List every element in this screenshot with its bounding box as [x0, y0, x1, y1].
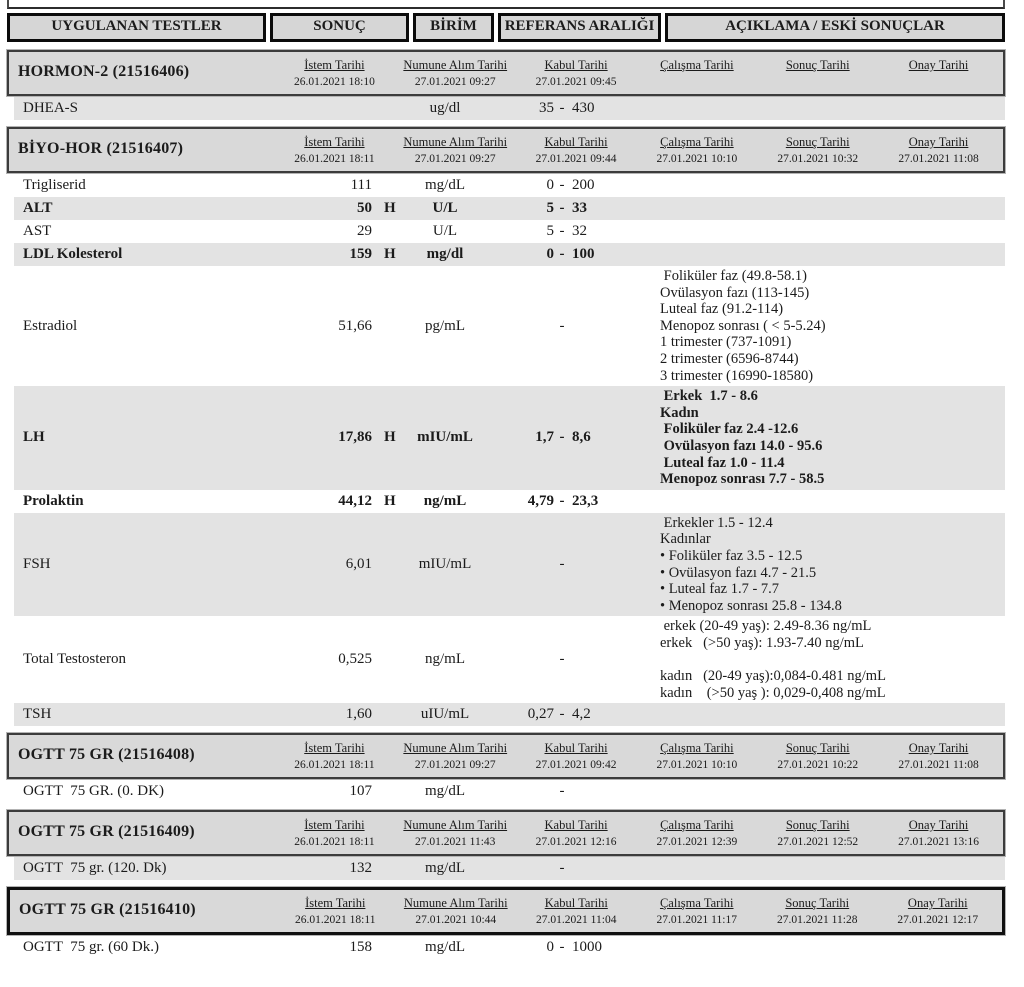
- test-explanation: [650, 230, 1005, 234]
- date-column-label: Onay Tarihi: [908, 741, 969, 756]
- date-column: [636, 741, 757, 772]
- test-section: [7, 733, 1005, 803]
- date-column-value: 27.01.2021 09:45: [535, 76, 617, 88]
- date-column: [878, 741, 999, 772]
- test-unit: mIU/mL: [417, 429, 473, 446]
- date-column-value: 27.01.2021 10:22: [777, 759, 859, 772]
- reference-range: [488, 223, 650, 240]
- date-column-value: 27.01.2021 10:10: [656, 759, 738, 772]
- result-flag: H: [384, 429, 396, 446]
- date-column: [637, 896, 758, 927]
- section-title: HORMON-2 (21516406): [18, 63, 190, 80]
- reference-dash: -: [559, 556, 565, 572]
- test-name: OGTT 75 GR. (0. DK): [23, 783, 164, 800]
- test-explanation: [650, 207, 1005, 211]
- explanation-line: erkek (>50 yaş): 1.93-7.40 ng/mL: [660, 634, 864, 651]
- date-column-value: [878, 76, 999, 89]
- reference-range: [488, 860, 650, 877]
- test-result: 107: [349, 783, 372, 800]
- test-name: DHEA-S: [23, 100, 78, 116]
- date-column: [395, 741, 516, 772]
- date-column-label: İstem Tarihi: [304, 135, 365, 149]
- date-column-label: Numune Alım Tarihi: [403, 896, 508, 911]
- date-column: [636, 135, 757, 166]
- reference-range: [488, 706, 650, 723]
- test-unit: uIU/mL: [420, 706, 470, 723]
- test-explanation: [650, 386, 1005, 490]
- result-flag: H: [384, 200, 396, 216]
- test-unit: mg/dL: [425, 783, 465, 800]
- reference-dash: -: [559, 783, 565, 800]
- test-row: [14, 386, 1005, 490]
- test-explanation: [650, 184, 1005, 188]
- test-name: Trigliserid: [23, 177, 86, 193]
- explanation-line: Ovülasyon fazı (113-145): [660, 284, 810, 301]
- test-explanation: [650, 713, 1005, 717]
- reference-high: 100: [572, 246, 595, 262]
- date-column-label: Onay Tarihi: [908, 58, 969, 72]
- test-row: [14, 513, 1005, 617]
- test-name: LDL Kolesterol: [23, 246, 123, 262]
- reference-range: [488, 177, 650, 194]
- test-name: OGTT 75 gr. (120. Dk): [23, 860, 167, 877]
- section-header: [7, 127, 1005, 173]
- column-header-unit: BİRİM: [413, 13, 494, 42]
- date-column-label: Numune Alım Tarihi: [403, 135, 508, 149]
- explanation-line: Luteal faz 1.0 - 11.4: [660, 454, 785, 471]
- section-rows: [7, 935, 1005, 959]
- date-column-value: 27.01.2021 13:16: [898, 836, 979, 849]
- test-explanation: [650, 499, 1005, 503]
- test-row: [14, 174, 1005, 197]
- explanation-line: Menopoz sonrası 7.7 - 58.5: [660, 471, 825, 488]
- date-column: [516, 896, 637, 927]
- test-name: FSH: [23, 556, 51, 572]
- test-explanation: [650, 867, 1005, 871]
- test-result: 29: [357, 223, 372, 239]
- table-header-row: [7, 13, 1005, 42]
- explanation-line: 1 trimester (737-1091): [660, 334, 792, 351]
- section-rows: [7, 96, 1005, 120]
- date-column-label: İstem Tarihi: [304, 818, 365, 833]
- reference-high: 32: [572, 223, 587, 239]
- test-name: TSH: [23, 706, 52, 723]
- section-header: [7, 810, 1005, 856]
- date-column-value: 26.01.2021 18:11: [294, 836, 375, 849]
- explanation-line: • Ovülasyon fazı 4.7 - 21.5: [660, 564, 817, 581]
- date-column-label: İstem Tarihi: [304, 58, 365, 72]
- date-column: [878, 58, 999, 89]
- date-column-label: Sonuç Tarihi: [785, 818, 850, 833]
- explanation-line: Erkek 1.7 - 8.6: [660, 388, 758, 405]
- reference-dash: -: [559, 223, 565, 239]
- section-title: OGTT 75 GR (21516408): [18, 746, 195, 764]
- reference-range: [488, 651, 650, 668]
- explanation-line: erkek (20-49 yaş): 2.49-8.36 ng/mL: [660, 618, 872, 635]
- date-column-label: Çalışma Tarihi: [660, 818, 734, 833]
- test-result: 111: [350, 177, 372, 193]
- reference-range: [488, 318, 650, 335]
- test-unit: ng/mL: [423, 492, 467, 509]
- date-column-value: 27.01.2021 11:43: [415, 836, 496, 849]
- explanation-line: [660, 651, 1001, 668]
- sections-container: [0, 50, 1024, 959]
- date-column-value: 27.01.2021 09:27: [414, 76, 496, 88]
- reference-low: 5: [546, 223, 554, 239]
- date-column: [636, 58, 757, 89]
- date-column-value: 26.01.2021 18:11: [294, 759, 375, 772]
- test-name: ALT: [23, 200, 53, 216]
- date-column-label: Çalışma Tarihi: [660, 741, 734, 756]
- date-column-value: 27.01.2021 11:08: [898, 759, 979, 772]
- section-dates: [275, 895, 998, 927]
- test-result: 6,01: [345, 556, 372, 572]
- test-unit: ug/dl: [429, 100, 461, 116]
- test-row: [14, 243, 1005, 266]
- test-section: [7, 50, 1005, 120]
- date-column-label: Çalışma Tarihi: [659, 896, 734, 911]
- reference-range: [488, 429, 650, 446]
- explanation-line: • Menopoz sonrası 25.8 - 134.8: [660, 597, 842, 614]
- date-column-value: 27.01.2021 10:44: [415, 914, 497, 927]
- test-unit: mIU/mL: [418, 556, 472, 572]
- section-dates: [274, 57, 999, 89]
- reference-high: 430: [572, 100, 595, 116]
- section-rows: [7, 779, 1005, 803]
- date-column-value: 27.01.2021 09:27: [414, 153, 496, 165]
- test-name: Estradiol: [23, 317, 78, 334]
- reference-low: 5: [546, 200, 554, 216]
- reference-high: 200: [572, 177, 595, 193]
- reference-range: [488, 783, 650, 800]
- date-column-label: Sonuç Tarihi: [785, 135, 850, 149]
- test-explanation: [650, 790, 1005, 794]
- section-title: BİYO-HOR (21516407): [18, 140, 184, 157]
- date-column-label: Kabul Tarihi: [544, 741, 608, 756]
- reference-range: [488, 100, 650, 117]
- test-row: [14, 703, 1005, 726]
- test-name: OGTT 75 gr. (60 Dk.): [23, 939, 159, 956]
- reference-range: [488, 246, 650, 263]
- date-column-label: Kabul Tarihi: [544, 818, 608, 833]
- reference-range: [488, 493, 650, 510]
- explanation-line: 2 trimester (6596-8744): [660, 350, 799, 367]
- reference-dash: -: [559, 492, 565, 509]
- date-column-value: 27.01.2021 09:44: [535, 153, 617, 165]
- reference-low: 0: [546, 246, 554, 262]
- reference-high: 8,6: [572, 429, 591, 446]
- reference-dash: -: [559, 317, 565, 334]
- column-header-explanation: AÇIKLAMA / ESKİ SONUÇLAR: [665, 13, 1005, 42]
- test-name: Total Testosteron: [23, 651, 127, 668]
- test-unit: mg/dL: [425, 177, 465, 193]
- test-unit: mg/dl: [426, 246, 464, 262]
- test-result: 51,66: [338, 317, 372, 334]
- explanation-line: kadın (20-49 yaş):0,084-0.481 ng/mL: [660, 668, 886, 685]
- date-column: [396, 896, 517, 927]
- test-row: [14, 616, 1005, 703]
- reference-low: 4,79: [527, 492, 554, 509]
- date-column: [878, 135, 999, 166]
- date-column: [274, 741, 395, 772]
- reference-dash: -: [559, 100, 565, 116]
- date-column-value: 27.01.2021 10:32: [777, 153, 859, 165]
- date-column-value: 27.01.2021 11:04: [536, 914, 617, 927]
- reference-high: 1000: [572, 939, 602, 956]
- test-section: [7, 810, 1005, 880]
- reference-low: 0,27: [527, 706, 554, 723]
- test-result: 44,12: [338, 492, 372, 509]
- test-result: 0,525: [338, 651, 372, 668]
- explanation-line: • Luteal faz 1.7 - 7.7: [660, 581, 780, 598]
- test-result: 159: [349, 246, 372, 262]
- section-dates: [274, 134, 999, 166]
- test-name: AST: [23, 223, 52, 239]
- reference-low: 0: [546, 939, 554, 956]
- date-column-value: 27.01.2021 11:08: [898, 153, 979, 165]
- date-column-label: Numune Alım Tarihi: [403, 818, 508, 833]
- reference-dash: -: [559, 706, 565, 723]
- date-column-label: Çalışma Tarihi: [660, 58, 734, 72]
- test-explanation: [650, 946, 1005, 950]
- section-header: [7, 50, 1005, 96]
- explanation-line: Menopoz sonrası ( < 5-5.24): [660, 317, 826, 334]
- explanation-line: Kadınlar: [660, 531, 711, 548]
- date-column-value: 27.01.2021 12:39: [656, 836, 738, 849]
- date-column-label: Onay Tarihi: [908, 818, 969, 833]
- date-column-value: [636, 76, 757, 89]
- section-header: [7, 733, 1005, 779]
- test-name: Prolaktin: [23, 492, 84, 509]
- column-header-tests: UYGULANAN TESTLER: [7, 13, 266, 42]
- test-row: [14, 266, 1005, 386]
- explanation-line: Foliküler faz (49.8-58.1): [660, 268, 807, 284]
- date-column-value: 27.01.2021 12:16: [535, 836, 617, 849]
- test-name: LH: [23, 429, 45, 446]
- date-column-value: 26.01.2021 18:11: [295, 914, 376, 927]
- test-result: 1,60: [345, 706, 372, 723]
- date-column-label: Numune Alım Tarihi: [403, 741, 508, 756]
- test-unit: mg/dL: [425, 939, 465, 956]
- reference-dash: -: [559, 246, 565, 262]
- date-column-value: [757, 76, 878, 89]
- date-column-label: Onay Tarihi: [907, 896, 968, 911]
- test-result: 132: [349, 860, 372, 877]
- date-column-label: Numune Alım Tarihi: [403, 58, 508, 72]
- date-column: [878, 896, 999, 927]
- test-unit: pg/mL: [425, 317, 465, 334]
- date-column-label: Çalışma Tarihi: [660, 135, 734, 149]
- date-column-label: Onay Tarihi: [908, 135, 969, 149]
- reference-low: 0: [546, 177, 554, 193]
- date-column: [516, 818, 637, 849]
- date-column: [395, 58, 516, 89]
- explanation-line: Luteal faz (91.2-114): [660, 301, 784, 318]
- date-column: [757, 741, 878, 772]
- date-column-label: Sonuç Tarihi: [785, 896, 850, 911]
- date-column-label: Sonuç Tarihi: [785, 58, 850, 72]
- reference-high: 23,3: [572, 492, 599, 509]
- explanation-line: Erkekler 1.5 - 12.4: [660, 514, 773, 531]
- test-row: [14, 780, 1005, 803]
- section-dates: [274, 740, 999, 772]
- reference-dash: -: [559, 651, 565, 668]
- date-column-label: Kabul Tarihi: [544, 896, 608, 911]
- date-column: [878, 818, 999, 849]
- test-unit: U/L: [432, 223, 458, 239]
- reference-low: 35: [539, 100, 554, 116]
- reference-range: [488, 939, 650, 956]
- date-column: [516, 741, 637, 772]
- test-unit: U/L: [432, 200, 458, 216]
- explanation-line: Foliküler faz 2.4 -12.6: [660, 421, 799, 438]
- result-flag: H: [384, 492, 396, 509]
- reference-dash: -: [559, 429, 565, 446]
- result-flag: H: [384, 246, 396, 262]
- section-rows: [7, 173, 1005, 726]
- date-column: [274, 135, 395, 166]
- date-column: [395, 818, 516, 849]
- previous-section-remnant: [7, 0, 1005, 9]
- test-result: 158: [349, 939, 372, 956]
- date-column: [274, 58, 395, 89]
- date-column-value: 27.01.2021 10:10: [656, 153, 738, 165]
- column-header-reference-range: REFERANS ARALIĞI: [498, 13, 661, 42]
- reference-dash: -: [559, 939, 565, 956]
- test-row: [14, 936, 1005, 959]
- section-rows: [7, 856, 1005, 880]
- date-column-value: 26.01.2021 18:11: [294, 153, 375, 165]
- test-explanation: [650, 513, 1005, 617]
- date-column: [757, 58, 878, 89]
- date-column: [275, 896, 396, 927]
- date-column: [757, 818, 878, 849]
- column-header-result: SONUÇ: [270, 13, 409, 42]
- section-dates: [274, 817, 999, 849]
- explanation-line: • Foliküler faz 3.5 - 12.5: [660, 547, 803, 564]
- date-column-label: Kabul Tarihi: [544, 58, 608, 72]
- reference-range: [488, 556, 650, 573]
- date-column-label: İstem Tarihi: [305, 896, 366, 911]
- date-column: [636, 818, 757, 849]
- test-unit: mg/dL: [425, 860, 465, 877]
- test-result: 17,86: [338, 429, 372, 446]
- test-row: [14, 857, 1005, 880]
- date-column-value: 27.01.2021 09:42: [535, 759, 617, 772]
- test-unit: ng/mL: [425, 651, 465, 668]
- date-column-value: 27.01.2021 09:27: [414, 759, 496, 772]
- reference-high: 4,2: [572, 706, 591, 723]
- date-column: [395, 135, 516, 166]
- explanation-line: kadın (>50 yaş ): 0,029-0,408 ng/mL: [660, 684, 886, 701]
- test-explanation: [650, 266, 1005, 386]
- date-column-label: İstem Tarihi: [304, 741, 365, 756]
- date-column-value: 26.01.2021 18:10: [294, 76, 375, 88]
- test-explanation: [650, 253, 1005, 257]
- explanation-line: 3 trimester (16990-18580): [660, 367, 814, 384]
- date-column: [516, 58, 637, 89]
- date-column: [757, 896, 878, 927]
- date-column-value: 27.01.2021 12:52: [777, 836, 859, 849]
- test-row: [14, 490, 1005, 513]
- section-header: [7, 887, 1005, 935]
- date-column-label: Kabul Tarihi: [544, 135, 608, 149]
- reference-high: 33: [572, 200, 587, 216]
- test-row: [14, 97, 1005, 120]
- reference-dash: -: [559, 860, 565, 877]
- date-column: [274, 818, 395, 849]
- test-section: [7, 887, 1005, 959]
- reference-range: [488, 200, 650, 217]
- section-title: OGTT 75 GR (21516410): [19, 901, 196, 919]
- test-row: [14, 220, 1005, 243]
- test-row: [14, 197, 1005, 220]
- test-section: [7, 127, 1005, 726]
- reference-dash: -: [559, 200, 565, 216]
- date-column: [516, 135, 637, 166]
- date-column-label: Sonuç Tarihi: [785, 741, 850, 756]
- date-column-value: 27.01.2021 11:17: [656, 914, 737, 927]
- reference-dash: -: [559, 177, 565, 193]
- section-title: OGTT 75 GR (21516409): [18, 823, 195, 841]
- test-explanation: [650, 107, 1005, 111]
- explanation-line: Ovülasyon fazı 14.0 - 95.6: [660, 437, 823, 454]
- date-column-value: 27.01.2021 11:28: [777, 914, 858, 927]
- date-column: [757, 135, 878, 166]
- test-result: 50: [357, 200, 372, 216]
- test-explanation: [650, 616, 1005, 703]
- date-column-value: 27.01.2021 12:17: [897, 914, 979, 927]
- explanation-line: Kadın: [660, 404, 699, 421]
- reference-low: 1,7: [535, 429, 554, 446]
